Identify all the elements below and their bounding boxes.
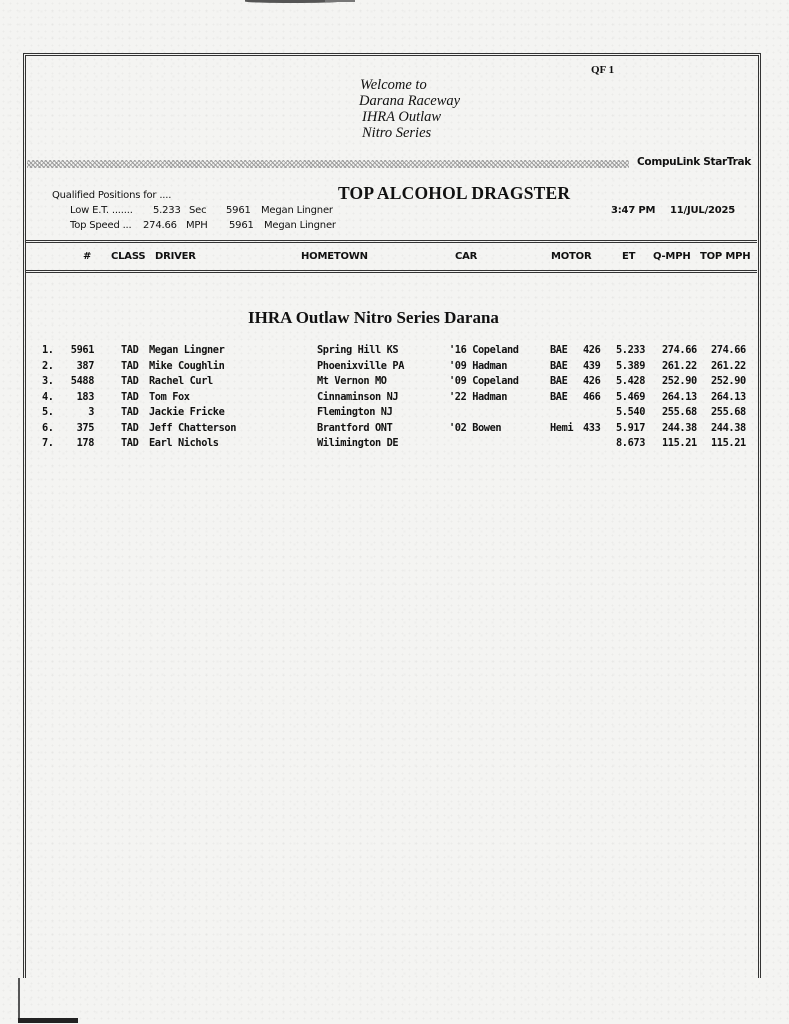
software-label: CompuLink StarTrak (637, 156, 751, 168)
top-speed-label: Top Speed ... (70, 220, 132, 231)
top-mph: 244.38 (711, 421, 746, 434)
cubic-inches: 439 (583, 359, 601, 372)
top-speed-unit: MPH (186, 220, 208, 231)
position: 4. (42, 390, 54, 403)
position: 7. (42, 437, 54, 449)
session-code: QF 1 (591, 64, 615, 76)
driver: Mike Coughlin (149, 359, 225, 372)
et: 5.469 (616, 390, 645, 403)
position: 5. (42, 406, 54, 418)
results-table (0, 344, 789, 453)
header-divider-bottom (25, 270, 757, 273)
motor: BAE (550, 375, 568, 387)
column-header-number: # (83, 251, 92, 262)
table-row (0, 437, 789, 453)
et: 5.917 (616, 421, 645, 434)
cubic-inches: 426 (583, 375, 601, 387)
column-header-hometown: HOMETOWN (301, 251, 368, 262)
q-mph: 244.38 (662, 421, 697, 434)
top-mph: 261.22 (711, 359, 746, 372)
q-mph: 115.21 (662, 437, 697, 449)
car: '09 Copeland (449, 375, 519, 387)
dither-divider (27, 160, 629, 168)
column-header-q-mph: Q-MPH (653, 251, 691, 262)
cubic-inches: 433 (583, 421, 601, 434)
column-header-class: CLASS (111, 251, 146, 262)
top-mph: 252.90 (711, 375, 746, 387)
motor: Hemi (550, 421, 574, 434)
class: TAD (121, 437, 139, 449)
driver: Tom Fox (149, 390, 190, 403)
hometown: Spring Hill KS (317, 344, 399, 356)
et: 5.233 (616, 344, 645, 356)
class: TAD (121, 359, 139, 372)
hometown: Cinnaminson NJ (317, 390, 399, 403)
report-date: 11/JUL/2025 (670, 205, 736, 216)
car-number: 5961 (70, 344, 94, 356)
driver: Megan Lingner (149, 344, 225, 356)
et: 5.428 (616, 375, 645, 387)
et: 5.540 (616, 406, 645, 418)
car: '22 Hadman (449, 390, 507, 403)
hometown: Phoenixville PA (317, 359, 404, 372)
welcome-heading (360, 77, 460, 141)
driver: Earl Nichols (149, 437, 219, 449)
scan-artifact (18, 978, 20, 1022)
welcome-line: Welcome to (360, 77, 427, 93)
car: '02 Bowen (449, 421, 502, 434)
table-row (0, 360, 789, 376)
class: TAD (121, 344, 139, 356)
cubic-inches: 426 (583, 344, 601, 356)
class: TAD (121, 421, 139, 434)
et: 5.389 (616, 359, 645, 372)
class-title: TOP ALCOHOL DRAGSTER (338, 183, 571, 203)
welcome-line: Nitro Series (362, 125, 432, 141)
table-row (0, 422, 789, 438)
top-mph: 274.66 (711, 344, 746, 356)
column-header-driver: DRIVER (155, 251, 196, 262)
car-number: 178 (76, 437, 94, 449)
position: 1. (42, 344, 54, 356)
low-et-unit: Sec (189, 205, 207, 216)
top-mph: 255.68 (711, 406, 746, 418)
class: TAD (121, 390, 139, 403)
header-divider-top (25, 240, 757, 243)
scan-artifact (325, 0, 355, 2)
car-number: 183 (76, 390, 94, 403)
table-row (0, 391, 789, 407)
car-number: 3 (88, 406, 94, 418)
event-subtitle: IHRA Outlaw Nitro Series Darana (248, 308, 499, 327)
welcome-line: IHRA Outlaw (362, 109, 442, 125)
hometown: Wilimington DE (317, 437, 399, 449)
q-mph: 261.22 (662, 359, 697, 372)
top-speed-driver: Megan Lingner (264, 220, 336, 231)
motor: BAE (550, 359, 568, 372)
class: TAD (121, 375, 139, 387)
driver: Rachel Curl (149, 375, 213, 387)
car: '16 Copeland (449, 344, 519, 356)
column-header-et: ET (622, 251, 636, 262)
top-mph: 264.13 (711, 390, 746, 403)
position: 2. (42, 359, 54, 372)
welcome-line: Darana Raceway (359, 93, 461, 109)
car-number: 5488 (70, 375, 94, 387)
hometown: Mt Vernon MO (317, 375, 387, 387)
et: 8.673 (616, 437, 645, 449)
column-header-motor: MOTOR (551, 251, 592, 262)
table-row (0, 375, 789, 391)
low-et-value: 5.233 (153, 205, 181, 216)
driver: Jackie Fricke (149, 406, 225, 418)
cubic-inches: 466 (583, 390, 601, 403)
motor: BAE (550, 344, 568, 356)
top-mph: 115.21 (711, 437, 746, 449)
column-header-car: CAR (455, 251, 478, 262)
q-mph: 255.68 (662, 406, 697, 418)
table-row (0, 406, 789, 422)
q-mph: 264.13 (662, 390, 697, 403)
qualified-positions-title: Qualified Positions for .... (52, 190, 172, 201)
car-number: 375 (76, 421, 94, 434)
hometown: Brantford ONT (317, 421, 393, 434)
class: TAD (121, 406, 139, 418)
low-et-car-number: 5961 (226, 205, 251, 216)
car-number: 387 (76, 359, 94, 372)
low-et-label: Low E.T. ....... (70, 205, 133, 216)
scan-artifact (18, 1018, 78, 1023)
position: 6. (42, 421, 54, 434)
hometown: Flemington NJ (317, 406, 393, 418)
column-header-top-mph: TOP MPH (700, 251, 751, 262)
low-et-driver: Megan Lingner (261, 205, 333, 216)
report-time: 3:47 PM (611, 205, 656, 216)
position: 3. (42, 375, 54, 387)
motor: BAE (550, 390, 568, 403)
q-mph: 274.66 (662, 344, 697, 356)
top-speed-car-number: 5961 (229, 220, 254, 231)
car: '09 Hadman (449, 359, 507, 372)
driver: Jeff Chatterson (149, 421, 236, 434)
table-row (0, 344, 789, 360)
top-speed-value: 274.66 (143, 220, 177, 231)
q-mph: 252.90 (662, 375, 697, 387)
